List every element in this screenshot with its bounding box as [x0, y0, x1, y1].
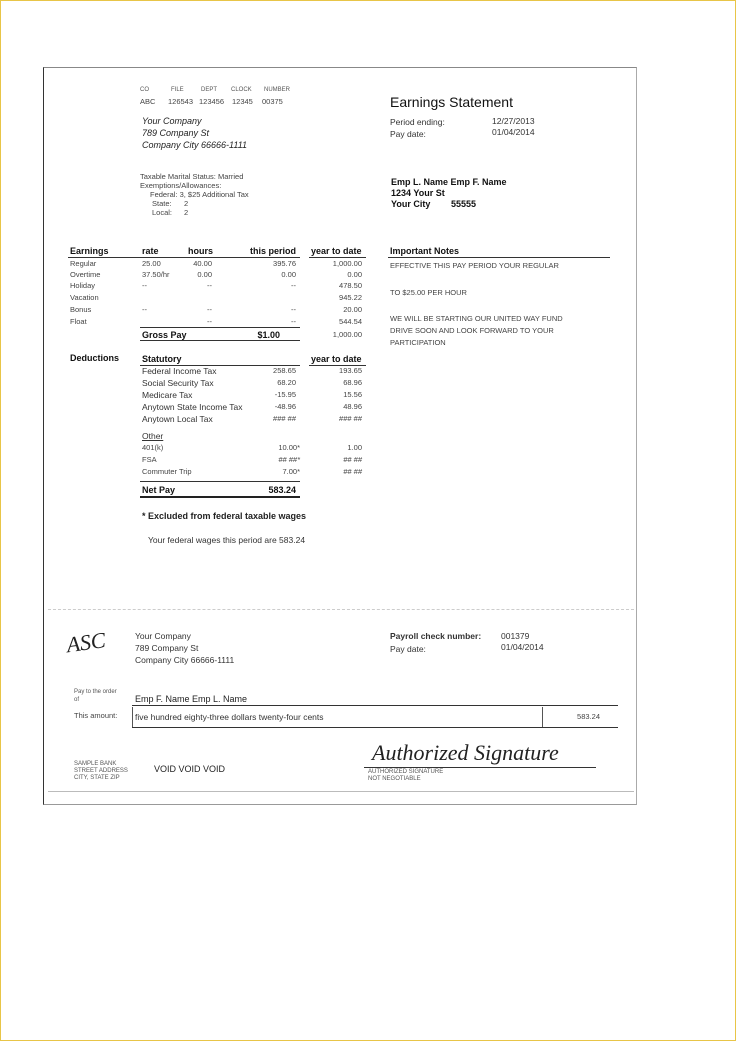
signature-caption-1: AUTHORIZED SIGNATURE — [368, 769, 444, 775]
check-company-name: Your Company — [135, 631, 191, 641]
notes-line-4: DRIVE SOON AND LOOK FORWARD TO YOUR — [390, 326, 554, 335]
earnings-rate: 37.50/hr — [142, 270, 170, 279]
gross-pay-ytd: 1,000.00 — [332, 330, 362, 339]
deduction-ytd: 1.00 — [347, 443, 362, 452]
id-label-co: CO — [140, 87, 149, 93]
deduction-ytd: ### ## — [339, 414, 362, 423]
gross-pay-bottom-rule — [140, 340, 300, 341]
payee-name: Emp F. Name Emp L. Name — [135, 694, 248, 704]
id-label-clock: CLOCK — [231, 87, 252, 93]
employee-city: Your City — [391, 199, 431, 209]
deduction-label: Social Security Tax — [142, 378, 214, 388]
deductions-label: Deductions — [70, 353, 120, 363]
check-number-label: Payroll check number: — [390, 631, 482, 641]
earnings-label: Overtime — [70, 270, 101, 279]
earnings-label: Holiday — [70, 281, 96, 290]
tax-exemptions: Exemptions/Allowances: — [140, 181, 222, 190]
amount-value: 583.24 — [577, 712, 600, 721]
deduction-ytd: 15.56 — [343, 390, 362, 399]
deduction-ytd: 193.65 — [339, 366, 362, 375]
net-pay-rule — [140, 481, 300, 482]
id-label-file: FILE — [171, 87, 184, 93]
company-street: 789 Company St — [142, 128, 210, 138]
notes-rule — [388, 257, 610, 258]
ytd-header: year to date — [311, 246, 362, 256]
id-value-number: 00375 — [262, 97, 283, 106]
hours-header: hours — [188, 246, 214, 256]
excluded-note: * Excluded from federal taxable wages — [142, 511, 307, 521]
deduction-period: 68.20 — [277, 378, 296, 387]
gross-pay-label: Gross Pay — [142, 330, 187, 340]
earnings-hours: 40.00 — [193, 259, 212, 268]
tax-local-label: Local: — [152, 208, 173, 217]
earnings-hours: -- — [207, 317, 212, 326]
id-value-clock: 12345 — [232, 97, 253, 106]
earnings-label: Regular — [70, 259, 97, 268]
deduction-label: Anytown State Income Tax — [142, 402, 243, 412]
earnings-label: Vacation — [70, 293, 99, 302]
notes-line-1: EFFECTIVE THIS PAY PERIOD YOUR REGULAR — [390, 261, 559, 270]
earnings-hours: -- — [207, 305, 212, 314]
notes-title: Important Notes — [390, 246, 460, 256]
period-ending-label: Period ending: — [390, 117, 445, 127]
check-number-value: 001379 — [501, 631, 530, 641]
pay-date-label: Pay date: — [390, 129, 426, 139]
notes-line-2: TO $25.00 PER HOUR — [390, 288, 467, 297]
earnings-rate: -- — [142, 305, 147, 314]
employee-street: 1234 Your St — [391, 188, 445, 198]
asc-logo-text: ASC — [64, 627, 108, 658]
amount-left-bar — [132, 707, 133, 727]
id-value-co: ABC — [140, 97, 156, 106]
id-label-dept: DEPT — [201, 87, 218, 93]
statutory-label: Statutory — [142, 354, 182, 364]
net-pay-label: Net Pay — [142, 485, 176, 495]
other-label: Other — [142, 431, 164, 441]
gross-pay-rule — [140, 327, 300, 328]
this-period-header: this period — [250, 246, 297, 256]
tax-marital-status: Taxable Marital Status: Married — [140, 172, 244, 181]
pay-stub-document — [43, 67, 637, 805]
check-pay-date-value: 01/04/2014 — [501, 642, 544, 652]
id-label-number: NUMBER — [264, 87, 291, 93]
tax-local-value: 2 — [184, 208, 189, 217]
earnings-period: -- — [291, 305, 296, 314]
gross-pay-period: $1.00 — [257, 330, 280, 340]
tax-state-value: 2 — [184, 199, 189, 208]
earnings-header: Earnings — [70, 246, 109, 256]
deduction-period: 7.00* — [282, 467, 300, 476]
earnings-ytd: 0.00 — [347, 270, 362, 279]
tax-federal: Federal: 3, $25 Additional Tax — [150, 190, 249, 199]
asc-logo — [64, 620, 114, 664]
earnings-header-rule — [68, 257, 300, 258]
ytd-header-rule — [309, 257, 366, 258]
id-value-dept: 123456 — [199, 97, 225, 106]
check-company-street: 789 Company St — [135, 643, 199, 653]
amount-rule — [132, 727, 618, 728]
rate-header: rate — [142, 246, 159, 256]
perforation-line — [48, 609, 634, 610]
amount-in-words: five hundred eighty-three dollars twenty-four cents — [135, 712, 324, 722]
deduction-ytd: ## ## — [343, 467, 362, 476]
earnings-ytd: 544.54 — [339, 317, 362, 326]
earnings-ytd: 945.22 — [339, 293, 362, 302]
amount-right-bar — [542, 707, 543, 727]
deduction-ytd: 68.96 — [343, 378, 362, 387]
bank-line-1: SAMPLE BANK — [74, 761, 117, 767]
earnings-period: -- — [291, 281, 296, 290]
company-city: Company City 66666-1111 — [142, 140, 248, 150]
deduction-period: 258.65 — [273, 366, 296, 375]
earnings-rate: 25.00 — [142, 259, 161, 268]
deduction-label: Medicare Tax — [142, 390, 193, 400]
earnings-rate: -- — [142, 281, 147, 290]
tax-state-label: State: — [152, 199, 172, 208]
id-value-file: 126543 — [168, 97, 194, 106]
deductions-ytd-header: year to date — [311, 354, 362, 364]
employee-name: Emp L. Name Emp F. Name — [391, 177, 507, 187]
deduction-period: ### ## — [273, 414, 296, 423]
earnings-period: -- — [291, 317, 296, 326]
notes-line-3: WE WILL BE STARTING OUR UNITED WAY FUND — [390, 314, 563, 323]
deduction-label: Commuter Trip — [142, 467, 192, 476]
deduction-ytd: 48.96 — [343, 402, 362, 411]
company-name: Your Company — [142, 116, 202, 126]
signature-line — [364, 767, 596, 768]
bank-line-3: CITY, STATE ZIP — [74, 775, 120, 781]
earnings-label: Float — [70, 317, 87, 326]
earnings-ytd: 20.00 — [343, 305, 362, 314]
signature-caption-2: NOT NEGOTIABLE — [368, 776, 421, 782]
deduction-ytd: ## ## — [343, 455, 362, 464]
amount-label: This amount: — [74, 711, 118, 720]
earnings-label: Bonus — [70, 305, 92, 314]
pay-to-label: Pay to the order of — [74, 689, 117, 703]
deduction-label: 401(k) — [142, 443, 164, 452]
net-pay-value: 583.24 — [268, 485, 296, 495]
deduction-label: Federal Income Tax — [142, 366, 217, 376]
signature-text: Authorized Signature — [372, 740, 559, 765]
check-bottom-rule — [48, 791, 634, 792]
deduction-period: ## ##* — [278, 455, 300, 464]
void-text: VOID VOID VOID — [154, 764, 226, 774]
employee-zip: 55555 — [451, 199, 477, 209]
deduction-label: FSA — [142, 455, 157, 464]
check-company-city: Company City 66666-1111 — [135, 655, 235, 665]
pay-date-value: 01/04/2014 — [492, 127, 535, 137]
earnings-hours: -- — [207, 281, 212, 290]
earnings-period: 395.76 — [273, 259, 296, 268]
payee-rule — [132, 705, 618, 706]
earnings-hours: 0.00 — [197, 270, 212, 279]
notes-line-5: PARTICIPATION — [390, 338, 446, 347]
earnings-ytd: 478.50 — [339, 281, 362, 290]
earnings-period: 0.00 — [281, 270, 296, 279]
net-pay-bottom-rule — [140, 496, 300, 498]
bank-line-2: STREET ADDRESS — [74, 768, 128, 774]
deduction-period: -48.96 — [274, 402, 296, 411]
period-ending-value: 12/27/2013 — [492, 116, 535, 126]
statement-title: Earnings Statement — [390, 94, 513, 110]
earnings-ytd: 1,000.00 — [332, 259, 362, 268]
deduction-period: -15.95 — [274, 390, 296, 399]
deduction-label: Anytown Local Tax — [142, 414, 213, 424]
check-pay-date-label: Pay date: — [390, 644, 426, 654]
deduction-period: 10.00* — [278, 443, 300, 452]
federal-wages-note: Your federal wages this period are 583.24 — [148, 535, 306, 545]
